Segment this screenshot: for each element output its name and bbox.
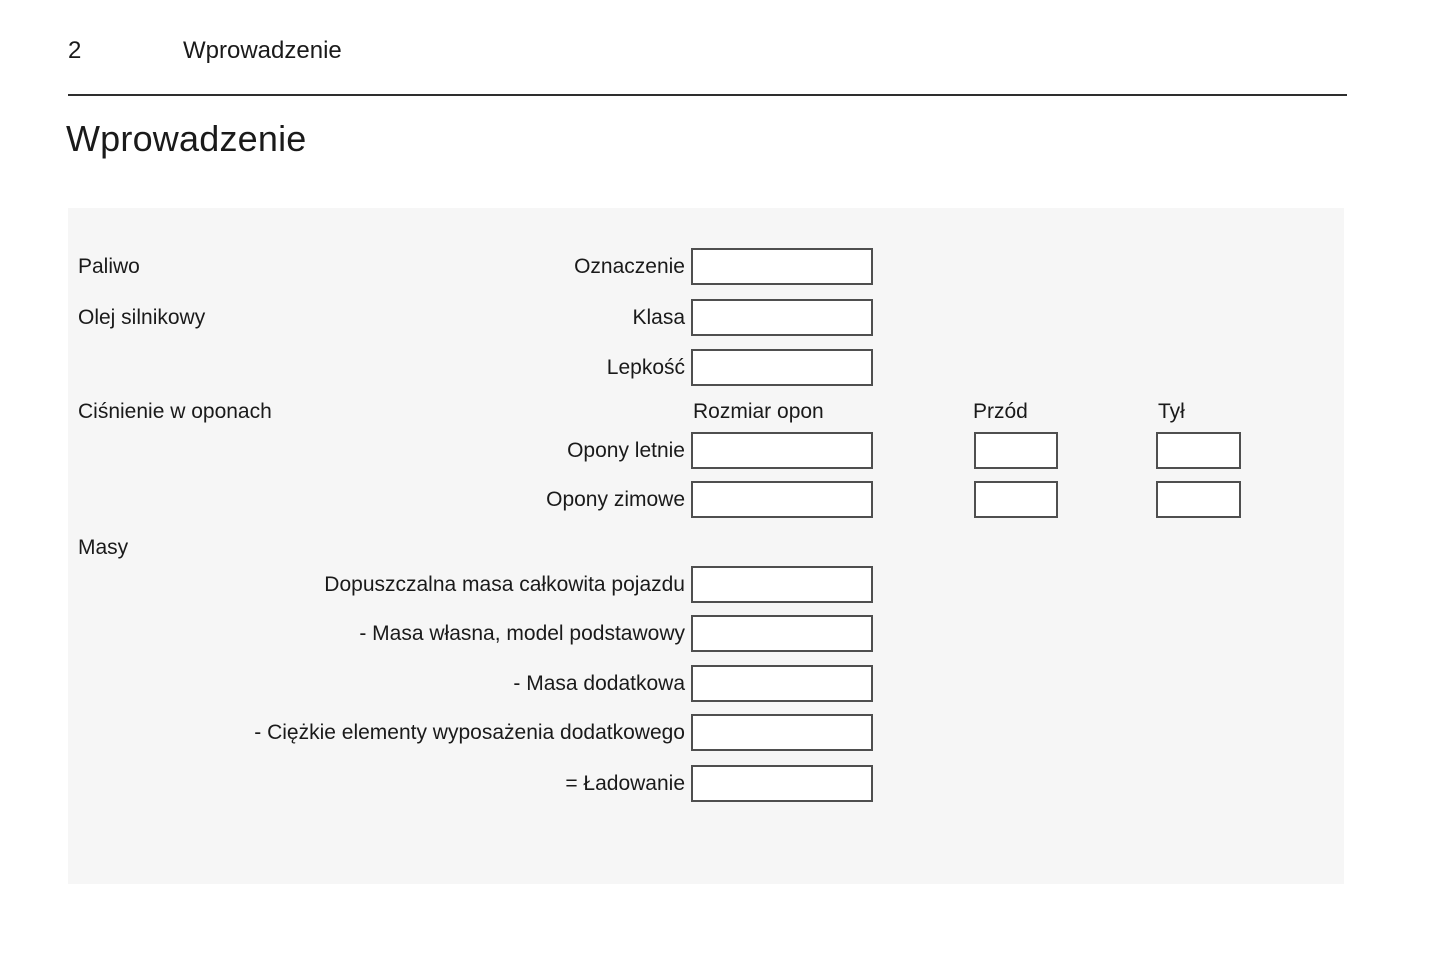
row-kerb-weight <box>68 615 1344 652</box>
field-label-additional-mass: - Masa dodatkowa <box>513 672 685 695</box>
field-label-designation: Oznaczenie <box>574 255 685 278</box>
section-label-engine-oil: Olej silnikowy <box>78 306 206 329</box>
summer-rear-pressure-input[interactable] <box>1156 432 1241 469</box>
designation-input[interactable] <box>691 248 873 285</box>
heavy-equipment-input[interactable] <box>691 714 873 751</box>
field-label-loading: = Ładowanie <box>565 772 685 795</box>
column-header-tyre-size: Rozmiar opon <box>693 400 824 423</box>
row-gvw <box>68 566 1344 603</box>
field-label-summer-tyres: Opony letnie <box>567 439 685 462</box>
section-label-masses: Masy <box>78 536 129 559</box>
summer-tyre-size-input[interactable] <box>691 432 873 469</box>
gvw-input[interactable] <box>691 566 873 603</box>
row-viscosity <box>68 349 1344 386</box>
header-divider <box>68 94 1347 96</box>
field-label-heavy-equipment: - Ciężkie elementy wyposażenia dodatkowego <box>254 721 685 744</box>
fill-in-data-panel <box>68 208 1344 884</box>
section-label-tyre-pressure: Ciśnienie w oponach <box>78 400 272 423</box>
viscosity-input[interactable] <box>691 349 873 386</box>
section-label-fuel: Paliwo <box>78 255 140 278</box>
grade-input[interactable] <box>691 299 873 336</box>
running-header-section: Wprowadzenie <box>183 37 342 64</box>
loading-input[interactable] <box>691 765 873 802</box>
row-summer-tyres <box>68 432 1344 469</box>
row-designation <box>68 248 1344 285</box>
row-winter-tyres <box>68 481 1344 518</box>
field-label-winter-tyres: Opony zimowe <box>546 488 685 511</box>
row-additional-mass <box>68 665 1344 702</box>
winter-tyre-size-input[interactable] <box>691 481 873 518</box>
page-number: 2 <box>68 37 82 64</box>
winter-rear-pressure-input[interactable] <box>1156 481 1241 518</box>
field-label-viscosity: Lepkość <box>606 356 685 379</box>
additional-mass-input[interactable] <box>691 665 873 702</box>
column-header-rear: Tył <box>1158 400 1185 423</box>
summer-front-pressure-input[interactable] <box>974 432 1058 469</box>
kerb-weight-input[interactable] <box>691 615 873 652</box>
field-label-grade: Klasa <box>632 306 685 329</box>
field-label-gvw: Dopuszczalna masa całkowita pojazdu <box>324 573 685 596</box>
row-heavy-equipment <box>68 714 1344 751</box>
winter-front-pressure-input[interactable] <box>974 481 1058 518</box>
tyre-pressure-header-row <box>68 400 1344 424</box>
row-grade <box>68 299 1344 336</box>
column-header-front: Przód <box>973 400 1028 423</box>
field-label-kerb-weight: - Masa własna, model podstawowy <box>359 622 685 645</box>
row-loading <box>68 765 1344 802</box>
page-title: Wprowadzenie <box>66 118 307 159</box>
